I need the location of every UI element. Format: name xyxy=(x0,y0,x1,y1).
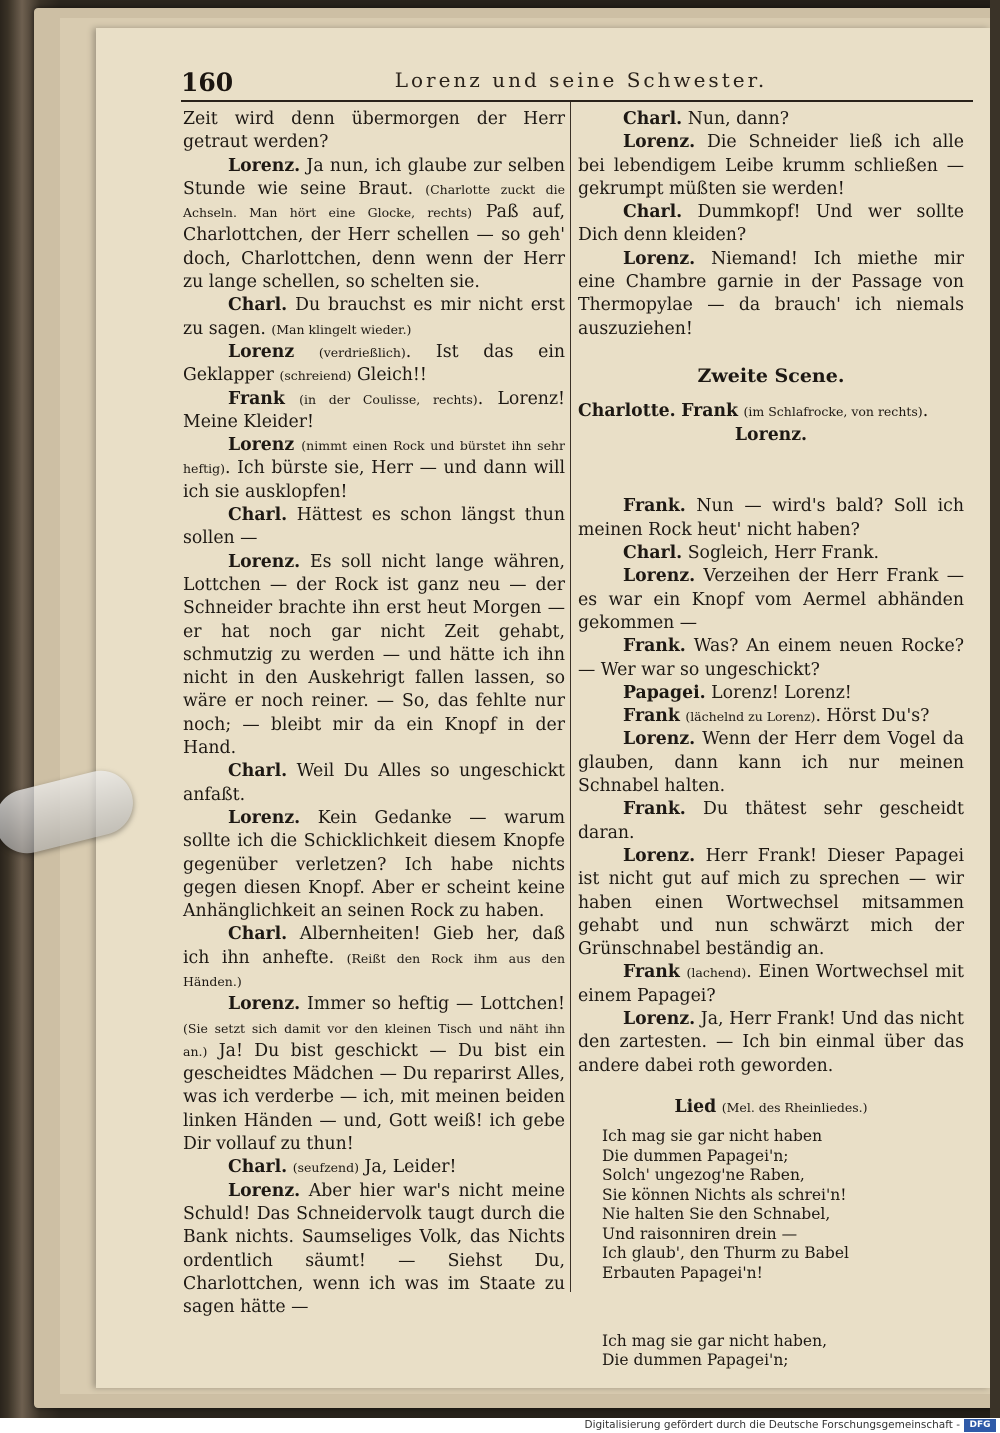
stage-direction: (verdrießlich) xyxy=(318,344,406,360)
text-block xyxy=(183,760,565,807)
stage-direction: (Man klingelt wieder.) xyxy=(271,321,412,337)
text-block xyxy=(183,551,565,761)
text-block xyxy=(183,1180,565,1320)
speaker-name: Charl. xyxy=(228,924,288,945)
speaker-name: Lorenz. xyxy=(623,248,696,269)
speaker-name: Lorenz. xyxy=(623,729,696,750)
text-run: Ich mag sie gar nicht haben, xyxy=(602,1331,827,1350)
text-block xyxy=(578,1332,964,1352)
text-block xyxy=(578,1205,964,1225)
text-block xyxy=(578,1147,964,1167)
speaker-name: Lorenz. xyxy=(623,566,696,587)
text-run: Zweite Scene. xyxy=(697,364,845,387)
text-run: Und raisonniren drein — xyxy=(602,1224,798,1243)
speaker-name: Lorenz. xyxy=(228,1180,301,1201)
right-column xyxy=(578,108,964,1371)
text-run: . Einen Wortwechsel mit einem Papagei? xyxy=(578,962,965,1006)
text-run: Hättest es schon längst thun sollen — xyxy=(183,505,565,549)
text-block xyxy=(183,504,565,551)
text-block xyxy=(578,108,964,131)
page-number: 160 xyxy=(181,68,234,97)
text-block xyxy=(578,131,964,201)
text-run: Sie können Nichts als schrei'n! xyxy=(602,1185,847,1204)
text-run: Ja nun, ich glaube zur selben Stunde wie seine Braut. xyxy=(183,155,565,199)
text-block xyxy=(578,365,964,388)
text-run: Wenn der Herr dem Vogel da glauben, dann kann ich nur meinen Schnabel halten. xyxy=(578,729,964,797)
text-run: Immer so heftig — Lottchen! xyxy=(300,994,565,1015)
stage-direction: (in der Coulisse, rechts) xyxy=(299,391,478,407)
text-run: Weil Du Alles so ungeschickt anfaßt. xyxy=(183,761,565,805)
text-run: Sogleich, Herr Frank. xyxy=(682,543,880,564)
text-run: Zeit wird denn übermorgen der Herr getraut werden? xyxy=(183,109,565,153)
stage-direction: (Reißt den Rock ihm aus den Händen.) xyxy=(183,950,566,989)
text-block xyxy=(578,424,964,447)
speaker-name: Frank. xyxy=(623,799,686,820)
stage-direction: (nimmt einen Rock und bürstet ihn sehr heftig) xyxy=(183,438,565,477)
stage-direction: (Mel. des Rheinliedes.) xyxy=(721,1099,868,1115)
speaker-name: Lorenz xyxy=(228,435,295,456)
footer-credit: Digitalisierung gefördert durch die Deutsche Forschungsgemeinschaft - xyxy=(584,1419,960,1431)
text-run: Aber hier war's nicht meine Schuld! Das Schneidervolk taugt durch die Bank nichts. Saumseliges Volk, das Nichts ordentlich säumt! — Siehst Du, Charlottchen, wenn ich was im Staate zu sagen hätte — xyxy=(183,1180,565,1318)
text-block xyxy=(578,845,964,961)
text-run: Dummkopf! Und wer sollte Dich denn kleiden? xyxy=(578,202,964,246)
text-run: . Ich bürste sie, Herr — und dann will ich sie ausklopfen! xyxy=(183,458,565,502)
text-run: . Ist das ein Geklapper xyxy=(183,341,565,386)
speaker-name: Charl. xyxy=(228,505,288,526)
text-run: Ja, Herr Frank! Und das nicht den zartesten. — Ich bin einmal über das andere dabei roth geworden. xyxy=(578,1008,964,1076)
text-block xyxy=(183,108,565,155)
text-run xyxy=(680,962,687,982)
text-run: Solch' ungezog'ne Raben, xyxy=(602,1166,805,1185)
speaker-name: Frank. xyxy=(623,496,686,517)
text-run: Kein Gedanke — warum sollte ich die Schicklichkeit diesem Knopfe gegenüber verletzen? Ich habe nichts gegen diesen Knopf. Aber er scheint keine Anhänglichkeit an seinen Rock zu haben. xyxy=(183,807,565,922)
text-run: Die Schneider ließ ich alle bei lebendigem Leibe krumm schließen — gekrumpt müßten sie werden! xyxy=(578,132,964,199)
speaker-name: Lorenz. xyxy=(623,132,696,153)
text-block xyxy=(578,248,964,341)
text-block xyxy=(183,1156,565,1179)
text-block xyxy=(578,542,964,565)
text-block xyxy=(578,1264,964,1284)
text-run: Ich mag sie gar nicht haben xyxy=(602,1127,823,1146)
text-run: . Lorenz! Meine Kleider! xyxy=(183,388,565,432)
text-block xyxy=(578,728,964,798)
footer-bar xyxy=(0,1418,1000,1433)
speaker-name: Frank. xyxy=(623,636,686,657)
scan-right-edge xyxy=(990,0,1000,1418)
stage-direction: (schreiend) xyxy=(279,368,352,384)
speaker-name: Charl. xyxy=(228,1157,288,1178)
speaker-name: Charl. xyxy=(623,543,683,564)
left-column xyxy=(183,108,565,1319)
text-block xyxy=(578,1225,964,1245)
text-run: Nun, dann? xyxy=(682,109,789,129)
text-run: Albernheiten! Gieb her, daß ich ihn anhefte. xyxy=(183,924,565,968)
speaker-name: Lorenz. xyxy=(228,807,301,828)
text-block xyxy=(183,155,565,295)
text-block xyxy=(578,635,964,682)
text-run: Paß auf, Charlottchen, der Herr schellen — so geh' doch, Charlottchen, denn wenn der Herr zu lange schellen, so schelten sie. xyxy=(183,202,565,293)
text-block xyxy=(578,1166,964,1186)
stage-direction: (Sie setzt sich damit vor den kleinen Tisch und näht ihn an.) xyxy=(183,1020,565,1059)
text-run: Du thätest sehr gescheidt daran. xyxy=(578,799,964,843)
text-run: Ja! Du bist geschickt — Du bist ein gescheidtes Mädchen — Du reparirst Alles, was ich verderbe — ich, mit meinen beiden linken Händen — und, Gott weiß! ich gebe Dir vollauf zu thun! xyxy=(183,1040,565,1155)
speaker-name: Lorenz. xyxy=(228,155,301,176)
speaker-name: Charlotte. xyxy=(578,401,676,422)
text-run: Die dummen Papagei'n; xyxy=(602,1351,789,1370)
speaker-name: Lorenz xyxy=(228,341,295,362)
speaker-name: Charl. xyxy=(228,761,288,782)
speaker-name: Frank xyxy=(228,388,285,409)
stage-direction: (seufzend) xyxy=(292,1160,359,1176)
speaker-name: Lorenz. xyxy=(623,845,696,866)
text-block xyxy=(578,201,964,248)
text-block xyxy=(578,1244,964,1264)
speaker-name: Papagei. xyxy=(623,682,706,703)
text-block xyxy=(183,294,565,341)
page-header xyxy=(181,64,926,100)
text-run: Es soll nicht lange währen, Lottchen — der Rock ist ganz neu — der Schneider brachte ihn erst heut Morgen — er hat noch gar nicht Zeit gehabt, schmutzig zu werden — und hätte ich ihn nicht in den Auskehrigt fallen lassen, so wäre er noch reiner. — So, das fehlte nur noch; — bleibt mir da ein Knopf in der Hand. xyxy=(183,551,565,759)
text-run: Erbauten Papagei'n! xyxy=(602,1263,763,1282)
stage-direction: (lachend) xyxy=(686,965,747,981)
text-block xyxy=(578,565,964,635)
text-run xyxy=(294,342,319,362)
text-block xyxy=(578,705,964,728)
text-run: Lorenz! Lorenz! xyxy=(705,682,852,703)
text-block xyxy=(183,993,565,1156)
text-run: . Hörst Du's? xyxy=(815,706,930,727)
speaker-name: Charl. xyxy=(623,109,683,129)
text-block xyxy=(183,388,565,435)
text-run xyxy=(285,389,299,409)
text-block xyxy=(578,961,964,1008)
text-run: . xyxy=(922,401,929,422)
text-run: Nun — wird's bald? Soll ich meinen Rock heut' nicht haben? xyxy=(578,496,964,540)
text-run: Die dummen Papagei'n; xyxy=(602,1146,789,1165)
text-block xyxy=(578,1186,964,1206)
speaker-name: Frank xyxy=(681,401,739,422)
text-block xyxy=(578,1300,964,1314)
text-block xyxy=(183,341,565,388)
text-block xyxy=(578,682,964,705)
text-run: Ja, Leider! xyxy=(358,1157,457,1178)
stage-direction: (lächelnd zu Lorenz) xyxy=(685,709,816,725)
text-run: Nie halten Sie den Schnabel, xyxy=(602,1205,831,1224)
text-run: Niemand! Ich miethe mir eine Chambre garnie in der Passage von Thermopylae — da brauch' ich niemals auszuziehen! xyxy=(578,248,964,339)
text-block xyxy=(183,807,565,923)
text-block xyxy=(578,798,964,845)
text-run: Du brauchst es mir nicht erst zu sagen. xyxy=(183,295,565,339)
dfg-logo: DFG xyxy=(964,1419,996,1432)
speaker-name: Charl. xyxy=(228,295,288,316)
speaker-name: Frank xyxy=(623,706,680,727)
speaker-name: Lorenz. xyxy=(228,551,301,572)
speaker-name: Frank xyxy=(623,962,680,983)
speaker-name: Lorenz. xyxy=(228,994,301,1015)
text-block xyxy=(183,434,565,504)
text-block xyxy=(578,1127,964,1147)
text-run: Herr Frank! Dieser Papagei ist nicht gut auf mich zu sprechen — wir haben einen Wortwechsel mitsammen gehabt und nun schwärzt mich der Grünschnabel beständig an. xyxy=(578,845,964,960)
text-block xyxy=(183,923,565,993)
column-divider xyxy=(570,102,571,1292)
text-run: Verzeihen der Herr Frank — es war ein Knopf vom Aermel abhänden gekommen — xyxy=(578,566,964,633)
text-block xyxy=(578,1351,964,1371)
text-block xyxy=(578,1008,964,1078)
text-block xyxy=(578,400,964,423)
stage-direction: (Charlotte zuckt die Achseln. Man hört eine Glocke, rechts) xyxy=(183,181,565,221)
text-run: Ich glaub', den Thurm zu Babel xyxy=(602,1244,849,1263)
running-title: Lorenz und seine Schwester. xyxy=(394,68,768,92)
speaker-name: Lorenz. xyxy=(623,1008,696,1029)
text-block xyxy=(578,495,964,542)
text-run: Gleich!! xyxy=(351,365,427,386)
stage-direction: (im Schlafrocke, von rechts) xyxy=(743,404,923,420)
text-block xyxy=(578,464,964,478)
text-block xyxy=(578,1096,964,1119)
text-run: Was? An einem neuen Rocke? — Wer war so ungeschickt? xyxy=(578,636,964,680)
header-rule xyxy=(181,100,973,102)
speaker-name: Lied xyxy=(674,1096,717,1117)
speaker-name: Charl. xyxy=(623,202,683,223)
speaker-name: Lorenz. xyxy=(734,424,808,445)
